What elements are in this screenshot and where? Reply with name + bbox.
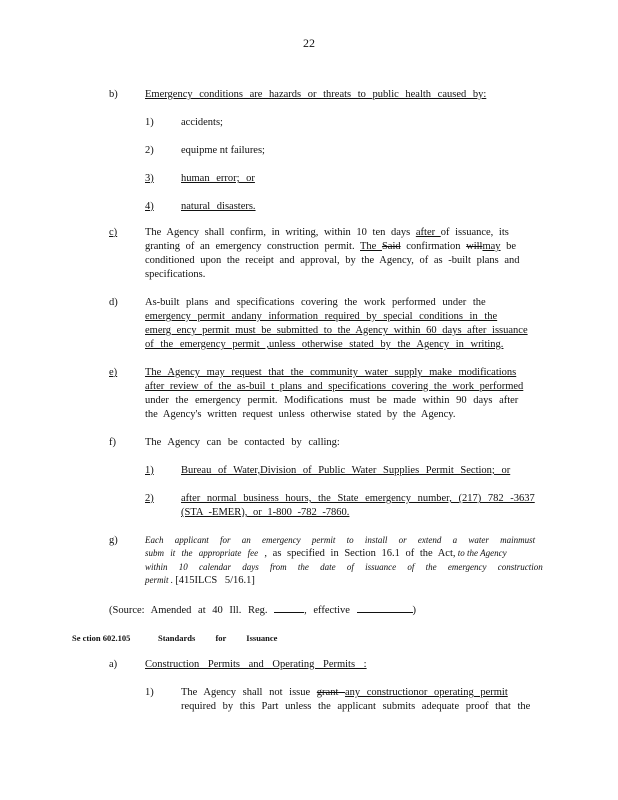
b-item-2: equipme nt failures;	[181, 145, 265, 156]
c-line-3: conditioned upon the receipt and approval, by the Agency, of as -built plans and	[145, 255, 520, 266]
b-item-3: human error; or	[181, 173, 255, 184]
b-item-2-num: 2)	[145, 145, 154, 156]
b-item-3-num: 3)	[145, 173, 154, 184]
label-b: b)	[109, 89, 118, 100]
e-line-3: under the emergency permit. Modifications must be made within 90 days after	[145, 395, 519, 406]
b-item-1-num: 1)	[145, 117, 154, 128]
f-item-1: Bureau of Water,Division of Public Water Supplies Permit Section; or	[181, 465, 511, 476]
e-line-1: The Agency may request that the community water supply make modifications	[145, 367, 517, 378]
a-item-1-line-2: required by this Part unless the applicant submits adequate proof that the	[181, 701, 531, 712]
label-d: d)	[109, 297, 118, 308]
b-item-4: natural disasters.	[181, 201, 256, 212]
a-text: Construction Permits and Operating Permits :	[145, 659, 367, 670]
f-item-2-line-2: (STA -EMER), or 1-800 -782 -7860.	[181, 507, 350, 518]
label-a: a)	[109, 659, 118, 670]
label-e: e)	[109, 367, 118, 378]
g-line-4: permit . [415ILCS 5/16.1]	[145, 575, 255, 586]
a-item-1-num: 1)	[145, 687, 154, 698]
b-text: Emergency conditions are hazards or threats to public health caused by:	[145, 89, 487, 100]
label-f: f)	[109, 437, 116, 448]
f-item-1-num: 1)	[145, 465, 154, 476]
section-title: Standards for Issuance	[158, 633, 278, 643]
source-note: (Source: Amended at 40 Ill. Reg. , effective )	[109, 602, 416, 617]
g-line-3: within 10 calendar days from the date of issuance of the emergency construction	[145, 562, 543, 572]
label-g: g)	[109, 535, 118, 546]
source-reg-blank	[274, 602, 304, 613]
d-line-2: emergency permit andany information required by special conditions in the	[145, 311, 498, 322]
g-line-2: subm it the appropriate fee , as specified in Section 16.1 of the Act, to the Agency	[145, 548, 507, 559]
f-item-2-line-1: after normal business hours, the State emergency number, (217) 782 -3637	[181, 493, 535, 504]
b-item-1: accidents;	[181, 117, 223, 128]
d-line-1: As-built plans and specifications covering the work performed under the	[145, 297, 486, 308]
c-line-4: specifications.	[145, 269, 206, 280]
source-date-blank	[357, 602, 413, 613]
e-line-4: the Agency's written request unless otherwise stated by the Agency.	[145, 409, 456, 420]
b-item-4-num: 4)	[145, 201, 154, 212]
a-item-1-line-1: The Agency shall not issue grant any constructionor operating permit	[181, 687, 508, 698]
g-line-1: Each applicant for an emergency permit to install or extend a water mainmust	[145, 535, 536, 545]
e-line-2: after review of the as-buil t plans and specifications covering the work performed	[145, 381, 524, 392]
c-line-2: granting of an emergency construction permit. The Said confirmation willmay be	[145, 241, 517, 252]
d-line-3: emerg ency permit must be submitted to the Agency within 60 days after issuance	[145, 325, 528, 336]
label-c: c)	[109, 227, 118, 238]
c-line-1: The Agency shall confirm, in writing, within 10 ten days after of issuance, its	[145, 227, 509, 238]
page-number: 22	[303, 36, 315, 50]
f-item-2-num: 2)	[145, 493, 154, 504]
section-number: Se ction 602.105	[72, 633, 131, 643]
d-line-4: of the emergency permit ,unless otherwise stated by the Agency in writing.	[145, 339, 504, 350]
f-text: The Agency can be contacted by calling:	[145, 437, 340, 448]
